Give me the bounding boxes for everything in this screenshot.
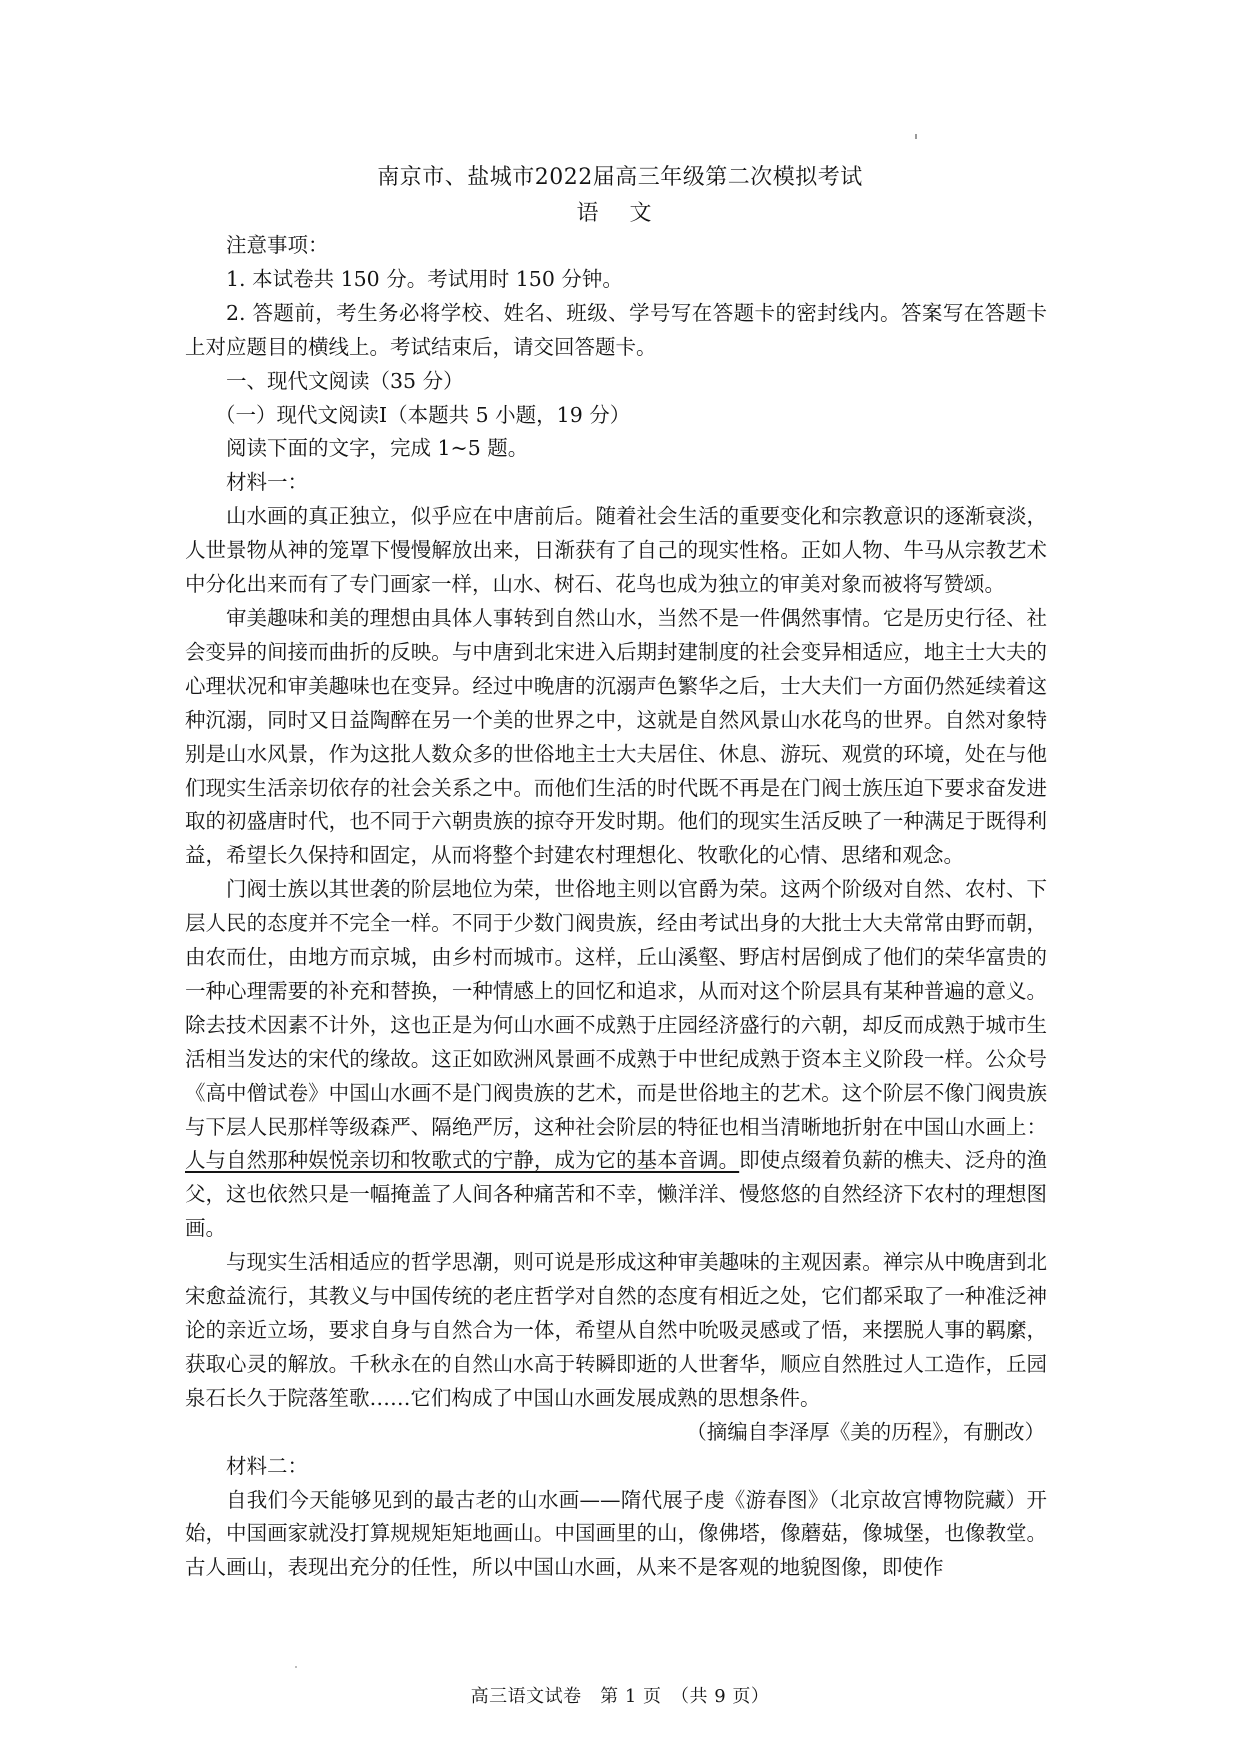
section-heading: 一、现代文阅读（35 分）	[226, 368, 464, 393]
scan-artifact-dot	[295, 1666, 297, 1668]
material-1-source: （摘编自李泽厚《美的历程》，有删改）	[686, 1419, 1045, 1444]
exam-content	[185, 229, 1047, 1585]
material-1-paragraph-4: 与现实生活相适应的哲学思潮，则可说是形成这种审美趣味的主观因素。禅宗从中晚唐到北宋愈益流行，其教义与中国传统的老庄哲学对自然的态度有相近之处，它们都采取了一种准泛神论的亲近立场，要求自身与自然合为一体，希望从自然中吮吸灵感或了悟，来摆脱人事的羁縻，获取心灵的解放。千秋永在的自然山水高于转瞬即逝的人世奢华，顺应自然胜过人工造作，丘园泉石长久于院落笙歌……它们构成了中国山水画发展成熟的思想条件。	[185, 1250, 1047, 1410]
scan-artifact	[915, 134, 917, 139]
material-1-paragraph-3	[185, 873, 1047, 1246]
notice-heading: 注意事项：	[226, 233, 329, 257]
paragraph-3-text-after: 即使点缀着负薪的樵夫、泛舟的渔父，这也依然只是一幅掩盖了人间各种痛苦和不幸，懒洋洋、慢悠悠的自然经济下农村的理想图画。	[185, 1148, 1048, 1241]
reading-instruction: 阅读下面的文字，完成 1~5 题。	[226, 436, 529, 461]
exam-title: 南京市、盐城市2022届高三年级第二次模拟考试	[377, 165, 863, 190]
page-footer: 高三语文试卷 第 1 页 （共 9 页）	[470, 1686, 770, 1707]
underlined-sentence: 人与自然那种娱悦亲切和牧歌式的宁静，成为它的基本音调。	[185, 1148, 740, 1173]
material-1-paragraph-1: 山水画的真正独立，似乎应在中唐前后。随着社会生活的重要变化和宗教意识的逐渐衰淡，人世景物从神的笼罩下慢慢解放出来，日渐获有了自己的现实性格。正如人物、牛马从宗教艺术中分化出来而有了专门画家一样，山水、树石、花鸟也成为独立的审美对象而被将写赞颂。	[185, 504, 1047, 597]
notice-item-1: 1. 本试卷共 150 分。考试用时 150 分钟。	[226, 266, 623, 291]
material-1-label: 材料一：	[226, 470, 308, 495]
paragraph-3-text-before: 门阀士族以其世袭的阶层地位为荣，世俗地主则以官爵为荣。这两个阶级对自然、农村、下层人民的态度并不完全一样。不同于少数门阀贵族，经由考试出身的大批士大夫常常由野而朝，由农而仕，由地方而京城，由乡村而城市。这样，丘山溪壑、野店村居倒成了他们的荣华富贵的一种心理需要的补充和替换，一种情感上的回忆和追求，从而对这个阶层具有某种普遍的意义。除去技术因素不计外，这也正是为何山水画不成熟于庄园经济盛行的六朝，却反而成熟于城市生活相当发达的宋代的缘故。这正如欧洲风景画不成熟于中世纪成熟于资本主义阶段一样。公众号《高中僧试卷》中国山水画不是门阀贵族的艺术，而是世俗地主的艺术。这个阶层不像门阀贵族与下层人民那样等级森严、隔绝严厉，这种社会阶层的特征也相当清晰地折射在中国山水画上：	[185, 877, 1047, 1139]
section-subheading: （一）现代文阅读Ⅰ（本题共 5 小题，19 分）	[215, 402, 631, 427]
material-1-paragraph-2: 审美趣味和美的理想由具体人事转到自然山水，当然不是一件偶然事情。它是历史行径、社会变异的间接而曲折的反映。与中唐到北宋进入后期封建制度的社会变异相适应，地主士大夫的心理状况和审美趣味也在变异。经过中晚唐的沉溺声色繁华之后，士大夫们一方面仍然延续着这种沉溺，同时又日益陶醉在另一个美的世界之中，这就是自然风景山水花鸟的世界。自然对象特别是山水风景，作为这批人数众多的世俗地主士大夫居住、休息、游玩、观赏的环境，处在与他们现实生活亲切依存的社会关系之中。而他们生活的时代既不再是在门阀士族压迫下要求奋发进取的初盛唐时代，也不同于六朝贵族的掠夺开发时期。他们的现实生活反映了一种满足于既得利益，希望长久保持和固定，从而将整个封建农村理想化、牧歌化的心情、思绪和观念。	[185, 605, 1047, 868]
notice-item-2: 2. 答题前，考生务必将学校、姓名、班级、学号写在答题卡的密封线内。答案写在答题卡上对应题目的横线上。考试结束后，请交回答题卡。	[185, 300, 1047, 359]
material-2-paragraph-1: 自我们今天能够见到的最古老的山水画——隋代展子虔《游春图》（北京故宫博物院藏）开始，中国画家就没打算规规矩矩地画山。中国画里的山，像佛塔，像蘑菇，像城堡，也像教堂。古人画山，表现出充分的任性，所以中国山水画，从来不是客观的地貌图像，即使作	[185, 1487, 1047, 1580]
material-2-label: 材料二：	[226, 1453, 308, 1478]
exam-subject: 语 文	[576, 201, 664, 226]
